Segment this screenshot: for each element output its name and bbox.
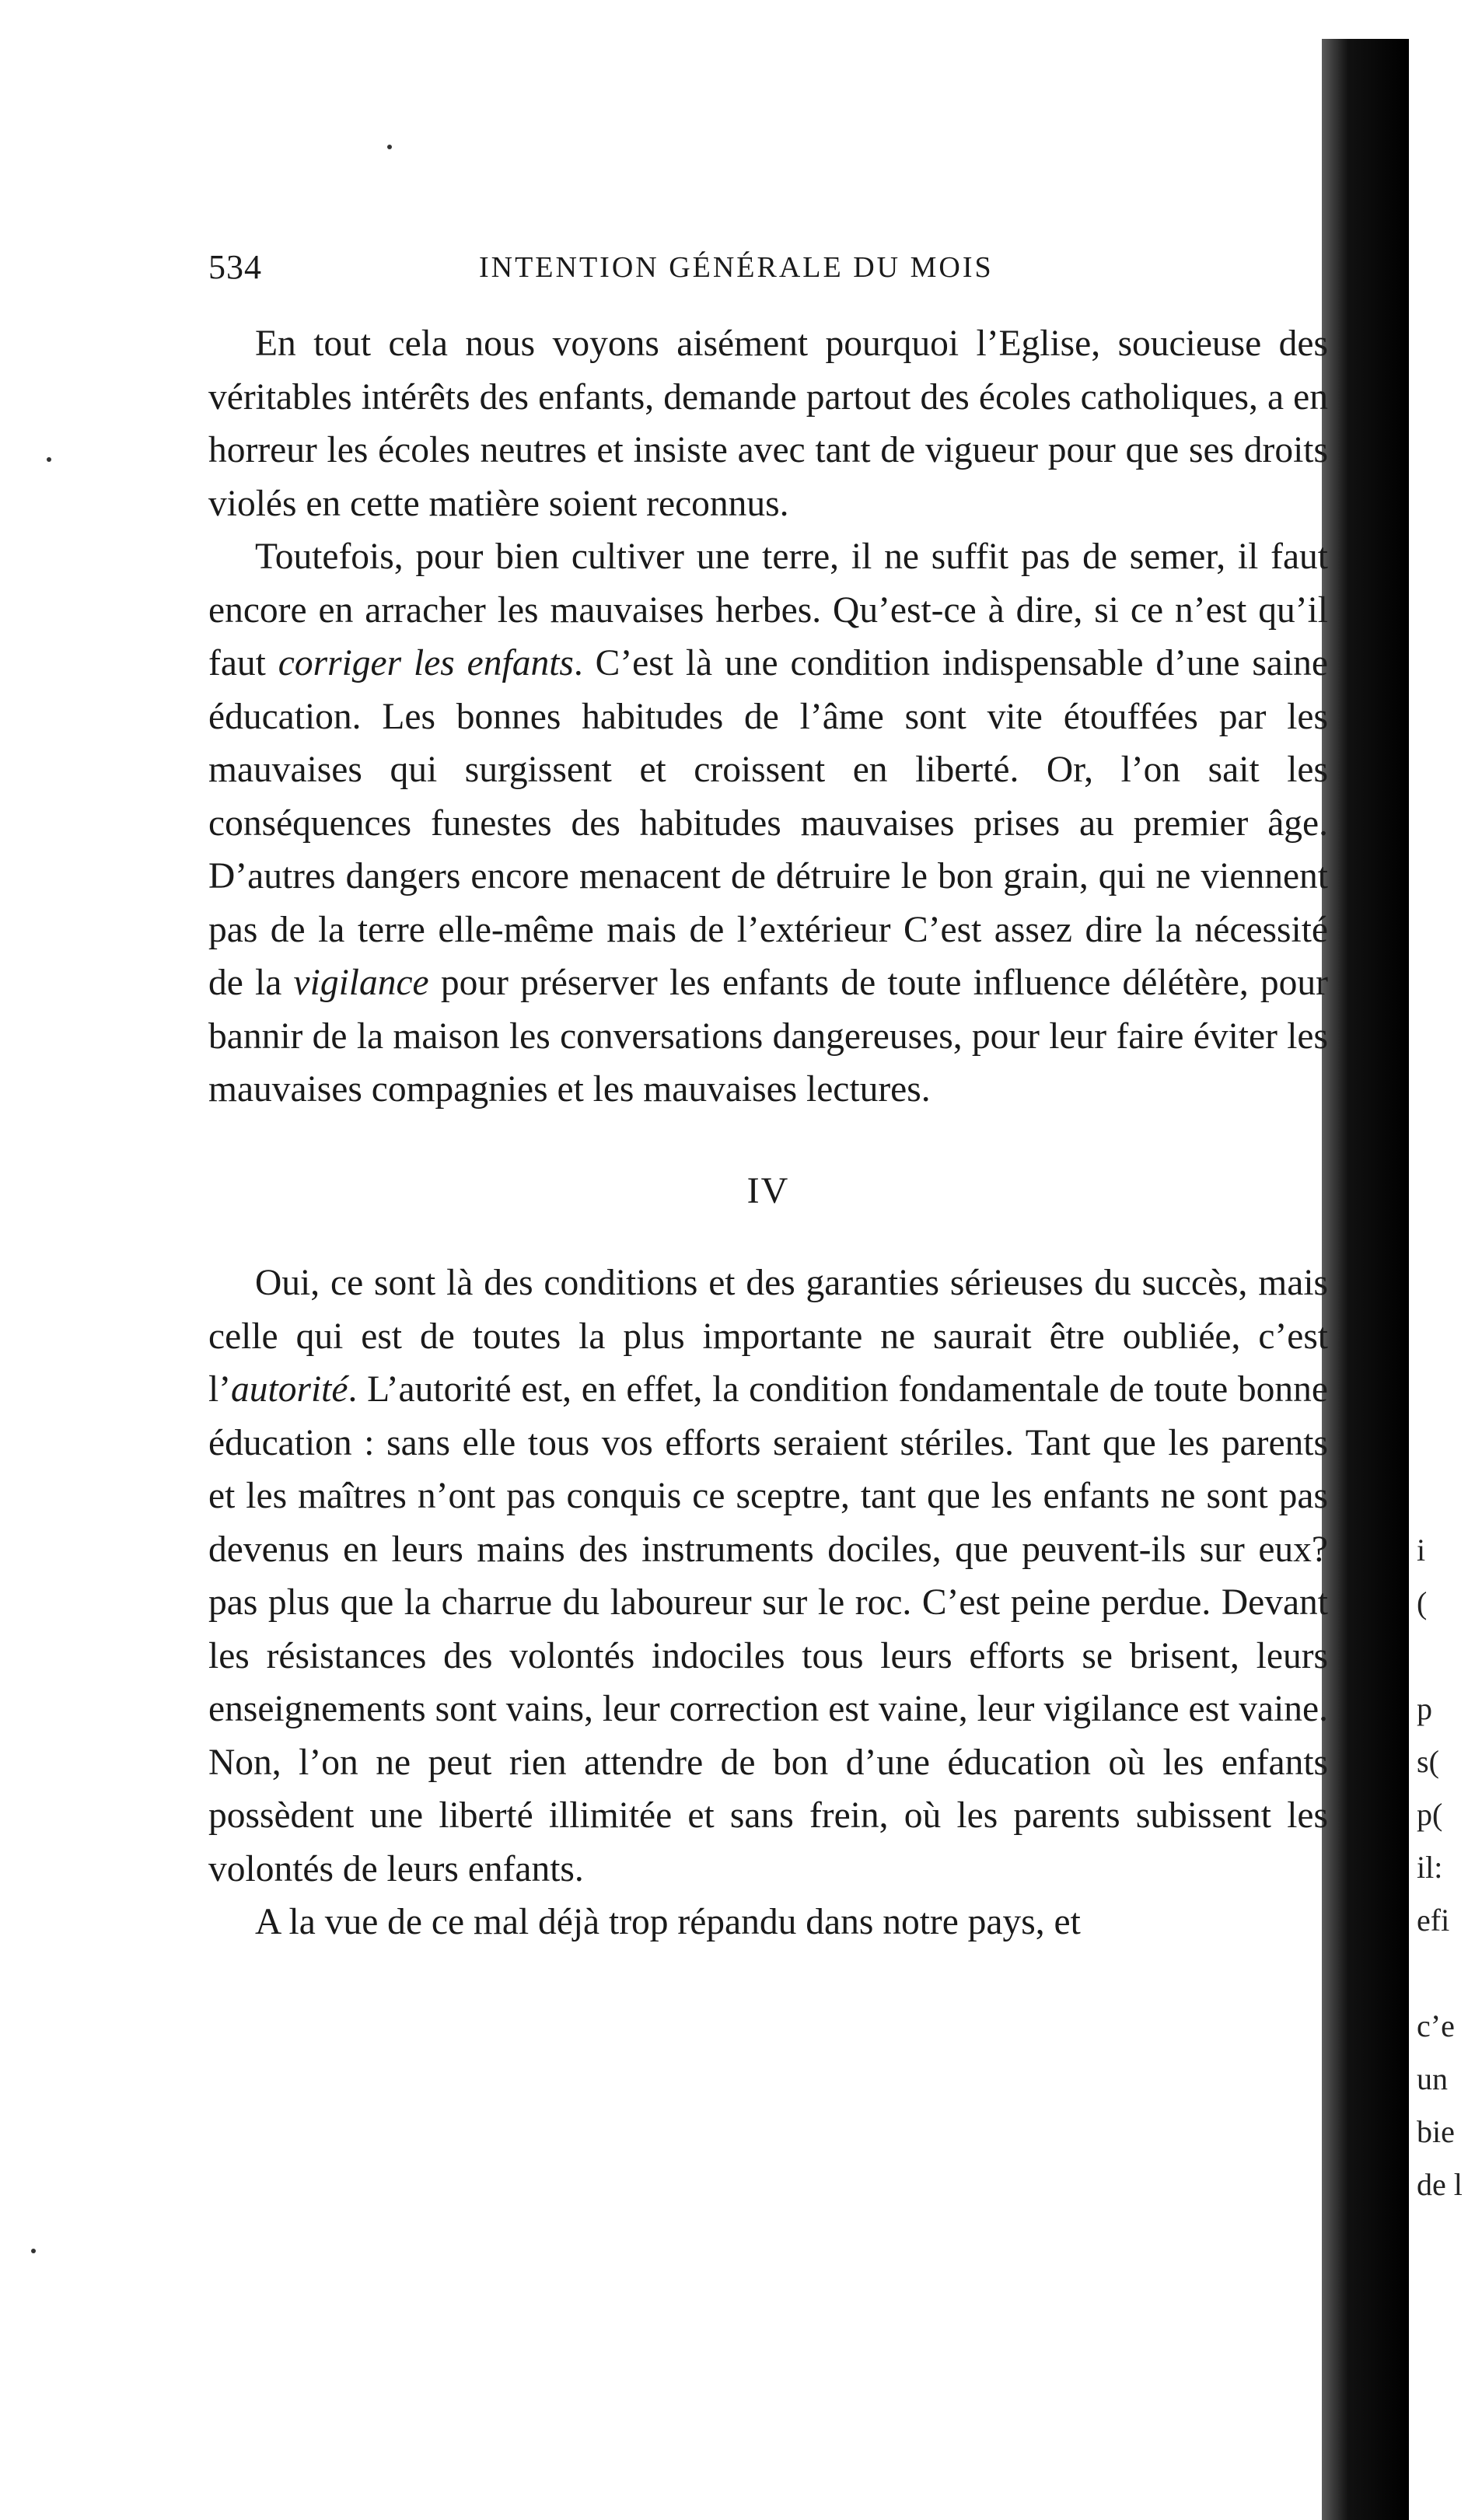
text-run: A la vue de ce mal déjà trop répandu dans notre pays, et [255,1902,1081,1942]
facing-page-fragment: s( [1417,1744,1439,1779]
paragraphs-after-section [208,1257,1328,1949]
paragraph [208,530,1328,1117]
facing-page-fragment: p( [1417,1797,1443,1832]
paragraph [208,317,1328,530]
paragraphs-before-section [208,317,1328,1117]
italic-phrase: autorité [231,1369,348,1410]
binding-gutter-shadow [1322,39,1409,2520]
facing-page-fragment: i [1417,1533,1426,1568]
running-head: INTENTION GÉNÉRALE DU MOIS [479,251,994,284]
facing-page-fragment [1417,1630,1471,1683]
text-run: Oui, ce sont là des conditions et des garanties sérieuses du succès, mais celle qui est de toutes la plus importante ne saurait être oubliée, c’est l’ [208,1263,1328,1410]
italic-phrase: vigilance [293,963,429,1003]
text-run: En tout cela nous voyons aisément pourquoi l’Eglise, soucieuse des véritables intérêts des enfants, demande partout des écoles catholiques, a en horreur les écoles neutres et insiste avec tant de vigueur pour que ses droits violés en cette matière soient reconnus. [208,323,1328,524]
facing-page-fragments [1417,1524,1471,2211]
facing-page-fragment: il: [1417,1850,1443,1885]
text-run: pour préserver les enfants de toute influence délétère, pour bannir de la maison les conversations dangereuses, pour leur faire éviter les mauvaises compagnies et les mauvaises lectures. [208,963,1328,1110]
scan-speck [31,2249,36,2253]
scan-speck [47,457,51,462]
italic-phrase: corriger les enfants [278,643,574,683]
paragraph [208,1896,1328,1949]
text-run: . L’autorité est, en effet, la condition fondamentale de toute bonne éducation : sans elle tous vos efforts seraient stériles. Tant que les parents et les maîtres n’ont pas conquis ce sceptre, tant que les enfants ne sont pas devenus en leurs mains des instruments dociles, que peuvent-ils sur eux? pas plus que la charrue du laboureur sur le roc. C’est peine perdue. Devant les résistances des volontés indociles tous leurs efforts se brisent, leurs enseignements sont vains, leur correction est vaine, leur vigilance est vaine. Non, l’on ne peut rien attendre de bon d’une éducation où les enfants possèdent une liberté illimitée et sans frein, où les parents subissent les volontés de leurs enfants. [208,1369,1328,1889]
facing-page-fragment: p [1417,1691,1432,1726]
facing-page-fragment: efi [1417,1903,1450,1938]
facing-page-fragment [1417,1947,1471,2000]
body-text [208,317,1328,1949]
facing-page-fragment: ( [1417,1585,1428,1620]
text-run: Toutefois, pour bien cultiver une terre, il ne suffit pas de semer, il faut encore en arracher les mauvaises herbes. Qu’est-ce à dire, si ce n’est qu’il faut [208,537,1328,683]
facing-page-fragment: c’e [1417,2008,1455,2043]
paragraph [208,1257,1328,1896]
page-header [208,247,1328,294]
facing-page-fragment: bie [1417,2114,1455,2149]
facing-page-fragment: un [1417,2061,1448,2096]
facing-page-fragment: de l [1417,2167,1463,2202]
scan-speck [387,145,392,149]
section-numeral: IV [746,1169,790,1211]
text-run: . C’est là une condition indispensable d’une saine éducation. Les bonnes habitudes de l’âme sont vite étouffées par les mauvaises qui surgissent et croissent en liberté. Or, l’on sait les conséquences funestes des habitudes mauvaises prises au premier âge. D’autres dangers encore menacent de détruire le bon grain, qui ne viennent pas de la terre elle-même mais de l’extérieur C’est assez dire la nécessité de la [208,643,1329,1003]
page-number: 534 [208,248,262,286]
